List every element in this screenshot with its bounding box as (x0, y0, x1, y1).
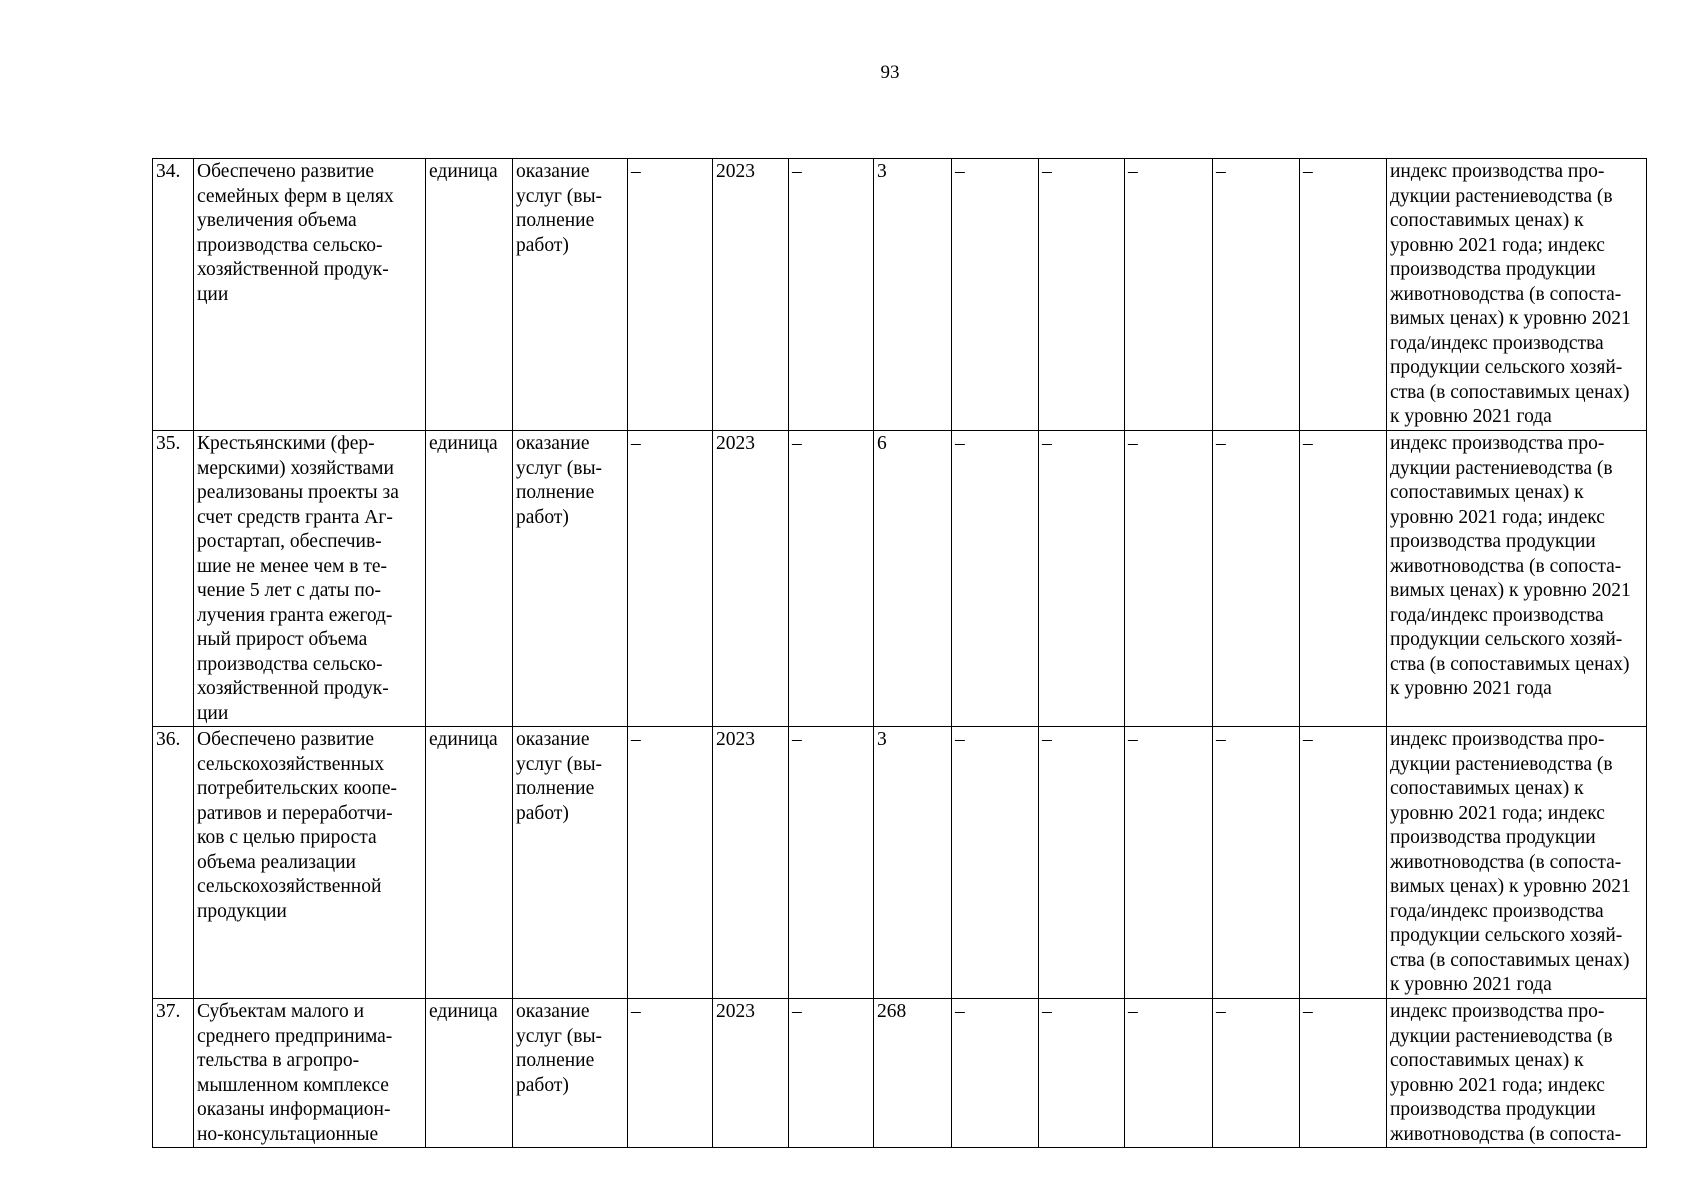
value-cell: 3 (874, 727, 952, 999)
dash-cell: – (1213, 999, 1300, 1148)
result-title: Обеспечено развитие семейных ферм в целях увеличения объема производства сельско- хозяйственной продук- ции (194, 159, 426, 431)
dash-cell: – (628, 999, 713, 1148)
dash-cell: – (1039, 999, 1125, 1148)
dash-cell: – (628, 431, 713, 727)
value-cell: 3 (874, 159, 952, 431)
dash-cell: – (952, 727, 1039, 999)
row-number: 36. (153, 727, 194, 999)
dash-cell: – (1125, 431, 1213, 727)
dash-cell: – (1125, 727, 1213, 999)
dash-cell: – (1039, 431, 1125, 727)
value-cell: 6 (874, 431, 952, 727)
unit-cell: единица (426, 431, 513, 727)
dash-cell: – (1213, 159, 1300, 431)
dash-cell: – (1125, 999, 1213, 1148)
dash-cell: – (789, 999, 874, 1148)
indicator-note: индекс производства про- дукции растениеводства (в сопоставимых ценах) к уровню 2021 года; индекс производства продукции животноводства (в сопоста- вимых ценах) к уровню 2021 года/индекс производства продукции сельского хозяй- ства (в сопоставимых ценах) к уровню 2021 года (1387, 431, 1647, 727)
dash-cell: – (1125, 159, 1213, 431)
unit-cell: единица (426, 159, 513, 431)
indicator-note: индекс производства про- дукции растениеводства (в сопоставимых ценах) к уровню 2021 года; индекс производства продукции животноводства (в сопоста- вимых ценах) к уровню 2021 года/индекс производства продукции сельского хозяй- ства (в сопоставимых ценах) к уровню 2021 года (1387, 159, 1647, 431)
table-row (153, 431, 1647, 727)
dash-cell: – (1300, 999, 1387, 1148)
dash-cell: – (628, 159, 713, 431)
type-cell: оказание услуг (вы- полнение работ) (513, 999, 628, 1148)
table-row (153, 159, 1647, 431)
dash-cell: – (952, 159, 1039, 431)
result-title: Обеспечено развитие сельскохозяйственных потребительских коопе- ративов и переработчи- ков с целью прироста объема реализации сельскохозяйственной продукции (194, 727, 426, 999)
row-number: 34. (153, 159, 194, 431)
row-number: 37. (153, 999, 194, 1148)
unit-cell: единица (426, 999, 513, 1148)
dash-cell: – (789, 159, 874, 431)
dash-cell: – (1300, 159, 1387, 431)
unit-cell: единица (426, 727, 513, 999)
result-title: Крестьянскими (фер- мерскими) хозяйствами реализованы проекты за счет средств гранта Аг- ростартап, обеспечив- шие не менее чем в те- чение 5 лет с даты по- лучения гранта ежегод- ный прирост объема производства сельско- хозяйственной продук- ции (194, 431, 426, 727)
dash-cell: – (628, 727, 713, 999)
table-row (153, 727, 1647, 999)
table-row (153, 999, 1647, 1148)
dash-cell: – (952, 999, 1039, 1148)
type-cell: оказание услуг (вы- полнение работ) (513, 727, 628, 999)
dash-cell: – (1039, 159, 1125, 431)
type-cell: оказание услуг (вы- полнение работ) (513, 431, 628, 727)
year-cell: 2023 (713, 431, 789, 727)
year-cell: 2023 (713, 999, 789, 1148)
year-cell: 2023 (713, 159, 789, 431)
indicator-note: индекс производства про- дукции растениеводства (в сопоставимых ценах) к уровню 2021 года; индекс производства продукции животноводства (в сопоста- вимых ценах) к уровню 2021 года/индекс производства продукции сельского хозяй- ства (в сопоставимых ценах) к уровню 2021 года (1387, 727, 1647, 999)
page-number: 93 (880, 62, 900, 83)
result-title: Субъектам малого и среднего предпринима- тельства в агропро- мышленном комплексе оказаны информацион- но-консультационные (194, 999, 426, 1148)
dash-cell: – (1213, 431, 1300, 727)
dash-cell: – (952, 431, 1039, 727)
year-cell: 2023 (713, 727, 789, 999)
value-cell: 268 (874, 999, 952, 1148)
dash-cell: – (1213, 727, 1300, 999)
dash-cell: – (1300, 727, 1387, 999)
dash-cell: – (1039, 727, 1125, 999)
dash-cell: – (789, 431, 874, 727)
type-cell: оказание услуг (вы- полнение работ) (513, 159, 628, 431)
dash-cell: – (1300, 431, 1387, 727)
dash-cell: – (789, 727, 874, 999)
indicators-table (152, 158, 1647, 1148)
row-number: 35. (153, 431, 194, 727)
indicator-note: индекс производства про- дукции растениеводства (в сопоставимых ценах) к уровню 2021 года; индекс производства продукции животноводства (в сопоста- (1387, 999, 1647, 1148)
